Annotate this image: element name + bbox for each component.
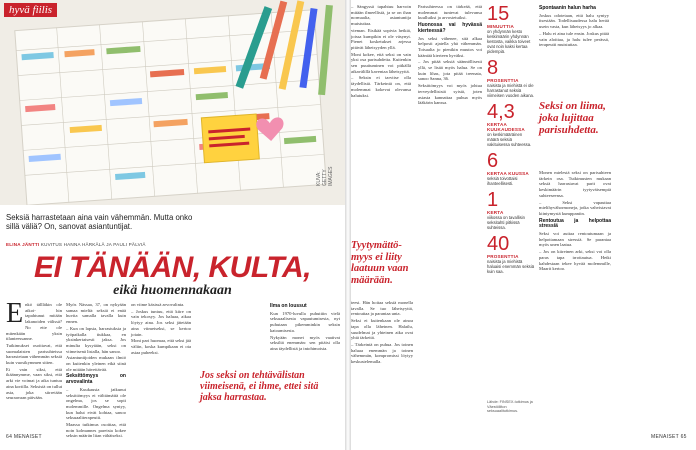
paragraph: Jos seksi vähenee, sitä alkaa helposti ajatella yhä vähemmän. Toisaalta jo pienikin muutos voi kääntää kierteen hyväksi.	[418, 35, 482, 58]
paragraph: – Seksin ei tarvitse olla täydellistä. Tärkeintä on, että molemmat kokevat olevansa halutuksi.	[351, 75, 411, 98]
left-page	[0, 0, 345, 450]
paragraph: Tutkimukset osoittavat, että suomalaisten parisuhteissa harrastetaan vähemmän seksiä kuin vuosikymmen sitten.	[6, 342, 62, 366]
stat-unit: KERTAA KUUKAUDESSA	[487, 122, 525, 132]
page-number-left	[6, 434, 42, 440]
column-3	[131, 302, 191, 356]
stat-item	[487, 151, 535, 186]
paragraph: – Joskus tuntuu, että kiire on vain tekosyy. Jos haluaa, aikaa löytyy aina. Jos seksi jätetään aina viimeiseksi, se kertoo jotain.	[131, 308, 191, 337]
paragraph: – Kuukausia jatkunut seksittömyys ei välttämättä ole ongelma, jos se sopii molemmille. Ongelma syntyy, kun halut eivät kohtaa, sanoo seksuaaliterapeutti.	[66, 386, 126, 421]
byline	[6, 242, 146, 247]
subheading: Rentoutua ja helpottaa stressiä	[539, 217, 611, 230]
column-r3	[539, 4, 609, 49]
paragraph: Parisuhteessa on tärkeää, että molemmat tuntevat tulevansa kuulluiksi ja arvostetuiksi.	[418, 4, 482, 21]
lead-text: Seksiä harrastetaan aina vain vähemmän. Mutta onko sillä väliä? On, sanovat asiantuntijat.	[6, 213, 193, 232]
paragraph: Maassa tutkimus osoittaa, että noin kolmannes pareista kokee seksin määrän liian vähäiseksi.	[66, 422, 126, 439]
paragraph: – Kun on lapsia, harrastuksia ja työpaikalla tiukkaa, en yksinkertaisesti jaksa. Jos minulta kysytään, seksi on viimeisenä listalla, hän sanoo.	[66, 325, 126, 354]
pull-quote-right: Tyytymättö- myys ei liity laatuun vaan määrään.	[351, 240, 409, 286]
paragraph: on viime käsissä arvovalinta.	[131, 302, 185, 307]
stat-item	[487, 234, 535, 274]
article-title: EI TÄNÄÄN, KULTA,	[33, 251, 312, 284]
stat-number: 15	[487, 3, 510, 25]
paragraph: – Seksi vapauttaa mielihyvähormoneja, jotka vahvistavat kiintymystä kumppaniin.	[539, 199, 611, 216]
stat-unit: KERTAA KUUSSA	[487, 171, 529, 176]
paragraph: Seksi ei kuitenkaan ole ainoa tapa olla läheinen. Halailu, suudelmat ja yhteinen aika ovat yhtä tärkeitä.	[351, 318, 413, 341]
paragraph: Moni kokee, että seksi on vain yksi osa parisuhdetta. Kuitenkin sen puuttuminen voi pitkällä aikavälillä kaventaa läheisyyttä.	[351, 51, 411, 74]
pull-quote-left: Jos seksi on tehtävälistan viimeisenä, ei ihme, ettei sitä jaksa harrastaa.	[200, 370, 319, 403]
stat-desc: seksiä toivottaisi ihanteellisesti.	[487, 176, 518, 186]
source-note: Lähde: FINSEX-tutkimus ja Väestöliiton seksuaalitutkimus.	[487, 400, 533, 414]
calendar-photo	[0, 0, 345, 205]
column-r1b	[351, 300, 413, 366]
section-tag: hyvä fiilis	[4, 3, 57, 17]
byline-author: ELINA JÄNTTI	[6, 242, 40, 247]
stat-desc: on yhdynnän kesto keskimäärin yhdynnän kestosta, vaikka toiveet ovat noin kaksi kertaa pidempiä.	[487, 29, 531, 54]
stat-desc: viikossa on tavallisin seksitahti pitkissä suhteissa.	[487, 215, 525, 230]
column-5-left	[270, 302, 340, 353]
magazine-name: MENAISET	[13, 434, 42, 440]
right-page	[351, 0, 696, 450]
stat-unit: PROSENTTIA	[487, 78, 519, 83]
stat-desc: naisista ja miehistä haluaisi enemmän seksiä kuin saa.	[487, 259, 535, 274]
paragraph: vieman. Etsikää sopivia hetkiä, joissa kumpikin ei ole väsynyt. Pienet kosketukset arjessa pitävät läheisyyden yllä.	[351, 27, 411, 50]
page-number: 64	[6, 434, 13, 440]
subheading: Seksittömyys on arvovalinta	[66, 373, 126, 386]
stat-number: 1	[487, 189, 499, 211]
paragraph: – Jos pitää seksiä säännöllisesti yllä, se lisää myös halua. Se on kuin lihas, jota pitää treenata, sanoo Sanna, 36.	[418, 59, 482, 82]
paragraph: – Sängyssä tapahtuu harvoin mitään ilmeellistä, ja se on ihan normaalia, asiantuntija muistuttaa.	[351, 4, 411, 27]
column-r3b	[539, 170, 611, 273]
paragraph: – Halu ei aina tule ensin. Joskus pitää vain aloittaa, ja halu tulee perässä, terapeutti muistuttaa.	[539, 30, 609, 48]
paragraph: nkö tällläkin ole aikoi- hin tapahtunut mitään lakanoiden välissä? No ette ole mitenkään yksin tilanteessanne.	[6, 302, 62, 342]
stat-number: 4,3	[487, 101, 515, 123]
stat-item	[487, 190, 535, 230]
paragraph: teesi. Hän hoitaa seksiä monella tavalla. Se tuo läheisyyttä, rentouttaa ja parantaa unta.	[351, 300, 413, 317]
paragraph: – Jos on kiireinen arki, seksi voi olla paras tapa irrottautua. Hetki kahdestaan tekee hyvää molemmille, Maarit kertoo.	[539, 249, 611, 272]
stat-desc: naisista ja miehistä ei ole harrastanut seksiä viimeisen vuoden aikana.	[487, 83, 535, 98]
photo-credit: KUVA: GETTY IMAGES	[316, 166, 334, 186]
page-number-right	[651, 434, 687, 440]
stat-number: 6	[487, 150, 499, 172]
stat-unit: MINUUTTIA	[487, 24, 515, 29]
page-number: 65	[680, 434, 687, 440]
paragraph: Myös Nässaa, 37, on nykyään samaa mieltä: seksiä ei enää huvita samalla tavalla kuin ennen.	[66, 302, 126, 325]
column-r1	[351, 4, 411, 99]
paragraph: Seksi voi auttaa rentoutumaan ja helpottamaan stressiä. Se parantaa myös unen laatua.	[539, 231, 611, 248]
stat-item	[487, 102, 535, 147]
stat-item	[487, 4, 535, 54]
pull-quote-liima: Seksi on liima, joka lujittaa parisuhdetta.	[539, 100, 606, 136]
dropcap: E	[6, 298, 24, 329]
stat-unit: PROSENTTIA	[487, 254, 519, 259]
calendar-illustration	[0, 0, 345, 205]
article-subtitle: eikä huomennakaan	[113, 283, 232, 298]
paragraph: Ei vain siksi, että ikäännymme, vaan siksi, että arki vie voimat ja aika tuntuu aina kortilla. Seksistä on tullut asia, joka siirretään seuraavaan päivään.	[6, 366, 63, 401]
stat-unit: KERTA	[487, 210, 504, 215]
stat-item	[487, 58, 535, 98]
column-1	[6, 298, 63, 402]
paragraph: Seksittömyys voi myös johtua terveydellisistä syistä, joten asiasta kannattaa puhua myös lääkärin kanssa.	[418, 83, 482, 106]
stats-box	[487, 4, 535, 278]
paragraph: Nykyään monet myös vaativat seksiltä enemmän: sen pitäisi olla aina täydellistä ja intohimoista.	[270, 334, 340, 351]
paragraph: Moni pari huomaa, että seksi jää väliin, koska kumpikaan ei ota asiaa puheeksi.	[131, 338, 191, 355]
subheading: Spontaanin halun harha	[539, 5, 596, 11]
subheading: Ilma on loussut	[270, 303, 307, 309]
stat-desc: on keskimääräinen määrä seksiä vakituisessa suhteessa.	[487, 132, 532, 147]
column-r2	[418, 4, 482, 107]
paragraph: Monen mielestä seksi on parisuhteen tärkein osa. Tutkimusten mukaan seksiä harrastavat parit ovat keskimäärin tyytyväisempiä suhteeseensa.	[539, 170, 611, 198]
paragraph: Joskus odotetaan, että halu syntyy itsestään. Todellisuudessa halu herää usein vasta, kun läheisyys jo alkaa.	[539, 12, 609, 30]
column-2	[66, 302, 126, 440]
byline-credit: KUVITUS HANNA HÄRKÄLÄ JA PAULI PÄLVIÄ	[40, 242, 146, 247]
stat-number: 8	[487, 57, 499, 79]
stat-number: 40	[487, 233, 510, 255]
paragraph: Asiantuntijoiden mukaan ilmiö on kuitenkin yleinen eikä siinä ole mitään hävettävää.	[66, 355, 126, 372]
magazine-name: MENAISET	[651, 434, 679, 440]
paragraph: – Tärkeintä on puhua. Jos toinen haluaa enemmän ja toinen vähemmän, kompromissi löytyy keskustelemalla.	[351, 341, 413, 365]
paragraph: Kun 1970-luvulla puhuttiin vielä seksuaalisesta vapautumisesta, nyt puhutaan pikemminkin seksin katoamisesta.	[270, 310, 340, 333]
subheading: Huonossa vai hyvässä kierteessä?	[418, 22, 482, 34]
